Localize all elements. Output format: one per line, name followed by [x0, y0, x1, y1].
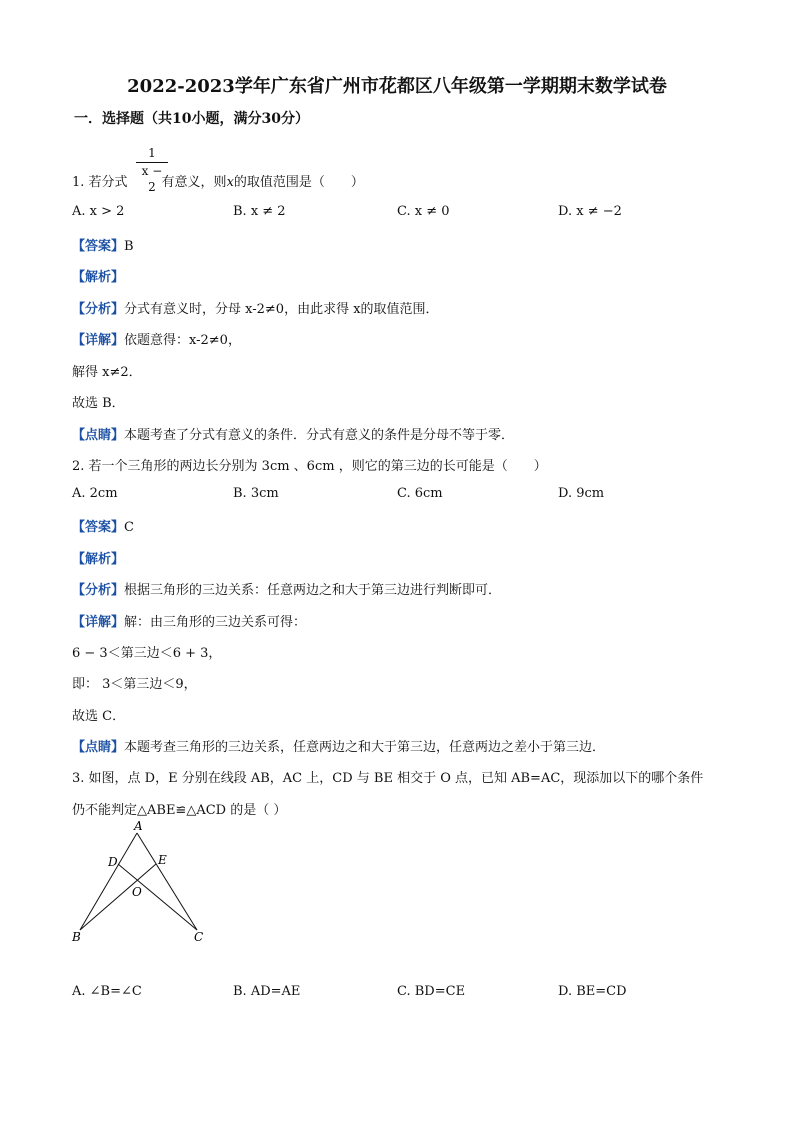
q1-option-c: C. x ≠ 0	[397, 204, 450, 219]
segment-be	[80, 864, 156, 930]
label-b: B	[72, 930, 81, 944]
segment-ab	[80, 833, 137, 930]
q1-option-d: D. x ≠ −2	[558, 204, 622, 219]
segment-cd	[118, 864, 197, 930]
label-o: O	[132, 885, 142, 899]
q1-fenxi-text: 分式有意义时，分母 x-2≠0，由此求得 x的取值范围．	[124, 302, 439, 317]
q1-xiangjie-text: 依题意得：x-2≠0，	[124, 333, 241, 348]
q1-option-b: B. x ≠ 2	[233, 204, 286, 219]
q1-dianjing-text: 本题考查了分式有意义的条件．分式有意义的条件是分母不等于零．	[124, 428, 515, 443]
q1-analysis-label: 【解析】	[72, 270, 125, 285]
q1-dianjing	[72, 424, 514, 443]
q2-xiangjie-label: 【详解】	[72, 615, 125, 630]
q2-answer-label: 【答案】	[72, 520, 125, 535]
q1-stem-prefix: 1. 若分式	[72, 175, 128, 190]
q1-stem-middle: 有意义，则	[161, 175, 227, 190]
q3-triangle-figure	[60, 815, 220, 950]
section-heading: 一．选择题（共10小题，满分30分）	[74, 111, 309, 127]
q1-answer-label: 【答案】	[72, 239, 125, 254]
q2-xiangjie-text: 解：由三角形的三边关系可得：	[124, 615, 307, 630]
q2-answer	[72, 516, 134, 535]
label-a: A	[134, 819, 143, 833]
q1-analysis	[72, 266, 124, 285]
q1-xiangjie-label: 【详解】	[72, 333, 125, 348]
q1-fraction-denominator: x − 2	[141, 164, 163, 194]
q1-option-a: A. x > 2	[72, 204, 125, 219]
label-e: E	[158, 853, 167, 867]
q1-stem	[72, 171, 364, 190]
q2-step-4: 故选 C．	[72, 709, 126, 724]
q2-xiangjie	[72, 611, 306, 630]
q1-fenxi	[72, 298, 439, 317]
q3-option-b: B. AD=AE	[233, 984, 301, 999]
q2-option-b: B. 3cm	[233, 486, 279, 501]
label-c: C	[194, 930, 204, 944]
q2-dianjing-text: 本题考查三角形的三边关系，任意两边之和大于第三边，任意两边之差小于第三边．	[124, 740, 606, 755]
q1-xiangjie	[72, 329, 241, 348]
q1-step-2: 解得 x≠2．	[72, 365, 142, 380]
q1-dianjing-label: 【点睛】	[72, 428, 125, 443]
q2-dianjing	[72, 736, 605, 755]
label-d: D	[108, 855, 118, 869]
q2-step-2: 6 − 3＜第三边＜6 + 3，	[72, 646, 222, 661]
q3-stem-line2: 仍不能判定△ABE≌△ACD 的是（ ）	[72, 803, 287, 818]
q3-option-c: C. BD=CE	[397, 984, 466, 999]
q2-step-3: 即： 3＜第三边＜9，	[72, 677, 197, 692]
q2-analysis	[72, 548, 124, 567]
q2-analysis-label: 【解析】	[72, 552, 125, 567]
q1-fraction-numerator: 1	[136, 144, 168, 163]
q1-answer	[72, 235, 134, 254]
segment-ac	[137, 833, 197, 930]
q2-option-a: A. 2cm	[72, 486, 118, 501]
q2-answer-value: C	[124, 520, 134, 535]
q2-option-d: D. 9cm	[558, 486, 605, 501]
q2-dianjing-label: 【点睛】	[72, 740, 125, 755]
q1-step-3: 故选 B．	[72, 396, 125, 411]
q2-option-c: C. 6cm	[397, 486, 443, 501]
q1-fenxi-label: 【分析】	[72, 302, 125, 317]
page-title: 2022-2023学年广东省广州市花都区八年级第一学期期末数学试卷	[127, 76, 667, 97]
q2-fenxi-text: 根据三角形的三边关系：任意两边之和大于第三边进行判断即可．	[124, 583, 502, 598]
q1-stem-suffix: 的取值范围是（ ）	[233, 175, 364, 190]
q1-stem-var: x	[226, 175, 234, 190]
q1-answer-value: B	[124, 239, 134, 254]
q2-fenxi-label: 【分析】	[72, 583, 125, 598]
q3-option-d: D. BE=CD	[558, 984, 627, 999]
q2-fenxi	[72, 579, 501, 598]
q3-option-a: A. ∠B=∠C	[72, 984, 142, 999]
q3-stem-line1: 3. 如图，点 D，E 分别在线段 AB，AC 上，CD 与 BE 相交于 O 点，已知 AB=AC，现添加以下的哪个条件	[72, 771, 704, 786]
q2-stem: 2. 若一个三角形的两边长分别为 3cm 、6cm ，则它的第三边的长可能是（ ）	[72, 459, 547, 474]
